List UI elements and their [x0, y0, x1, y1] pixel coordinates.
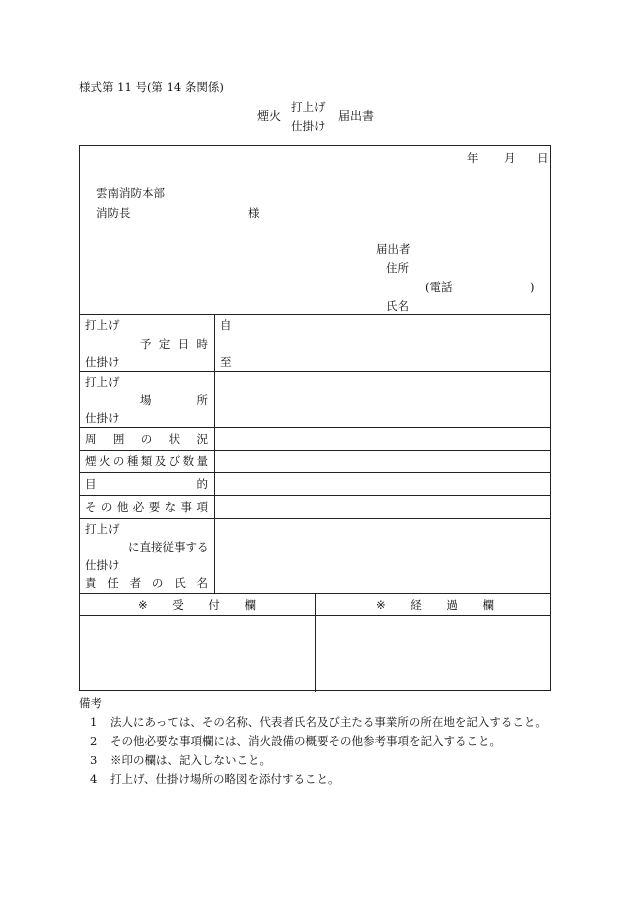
label-char: 氏: [174, 576, 186, 590]
label-char: 周: [85, 432, 97, 446]
row-divider: [80, 427, 550, 428]
schedule-prefix-setpiece: 仕掛け: [85, 355, 120, 369]
row-divider: [80, 472, 550, 473]
note-text: ※印の欄は、記入しないこと。: [110, 753, 271, 767]
place-prefix-launch: 打上げ: [85, 375, 120, 389]
row-divider: [80, 450, 550, 451]
row-divider: [80, 371, 550, 372]
notification-form-table: [79, 145, 551, 691]
label-char: 任: [107, 576, 119, 590]
applicant-label: 届出者: [376, 242, 411, 256]
progress-column-header: [376, 598, 494, 612]
label-char: 日: [177, 337, 190, 351]
label-char: な: [164, 500, 177, 514]
label-char: 煙: [85, 454, 97, 468]
note-number: 4: [90, 772, 98, 786]
title-notification: 届出書: [338, 109, 375, 123]
place-prefix-setpiece: 仕掛け: [85, 411, 120, 425]
addressee-chief: 消防長: [96, 206, 131, 220]
notes-heading: 備考: [79, 696, 102, 710]
schedule-to-label: 至: [220, 355, 232, 369]
label-char: 量: [196, 454, 208, 468]
form-reference: 様式第 11 号(第 14 条関係): [79, 80, 224, 94]
label-char: 時: [196, 337, 208, 351]
label-char: 過: [446, 598, 458, 612]
row-divider: [80, 314, 550, 315]
label-char: 所: [196, 393, 208, 407]
surroundings-label: [85, 432, 208, 446]
title-type-stack: [291, 98, 326, 136]
title-type-launch: 打上げ: [291, 100, 326, 114]
label-char: 囲: [112, 432, 125, 446]
label-char: 欄: [482, 598, 494, 612]
label-char: 要: [148, 500, 161, 514]
label-char: 他: [116, 500, 129, 514]
label-char: 者: [129, 576, 142, 590]
responsible-middle: に直接従事する: [128, 540, 209, 554]
label-char: ※: [376, 598, 386, 612]
note-text: 打上げ、仕掛け場所の略図を添付すること。: [110, 772, 340, 786]
addressee-honorific: 様: [248, 206, 260, 220]
date-year: 年: [467, 151, 479, 165]
column-divider: [214, 314, 215, 593]
title-type-setpiece: 仕掛け: [291, 119, 326, 133]
label-char: 必: [132, 500, 145, 514]
label-char: 状: [168, 432, 181, 446]
note-number: 1: [90, 715, 98, 729]
schedule-label: [140, 337, 208, 351]
label-char: 的: [196, 477, 208, 491]
responsible-prefix-setpiece: 仕掛け: [85, 558, 120, 572]
label-char: の: [100, 500, 113, 514]
column-divider: [315, 593, 316, 692]
label-char: 種: [126, 454, 139, 468]
label-char: ※: [138, 598, 148, 612]
place-label: [140, 393, 208, 407]
label-char: 場: [140, 393, 152, 407]
fireworks-kind-label: [85, 454, 208, 468]
label-char: の: [140, 432, 153, 446]
row-divider: [80, 495, 550, 496]
responsible-prefix-launch: 打上げ: [85, 522, 120, 536]
applicant-phone-close: ): [530, 280, 535, 294]
label-char: 項: [196, 500, 208, 514]
title-fireworks: 煙火: [257, 109, 282, 123]
schedule-from-label: 自: [220, 318, 232, 332]
other-matters-label: [85, 500, 208, 514]
label-char: 事: [180, 500, 193, 514]
label-char: そ: [85, 500, 97, 514]
note-text: 法人にあっては、その名称、代表者氏名及び主たる事業所の所在地を記入すること。: [110, 715, 547, 729]
date-month: 月: [504, 151, 516, 165]
label-char: 責: [85, 576, 97, 590]
label-char: の: [112, 454, 125, 468]
label-char: 定: [158, 337, 171, 351]
note-number: 2: [90, 734, 98, 748]
label-char: 数: [182, 454, 195, 468]
label-char: び: [168, 454, 181, 468]
purpose-label: [85, 477, 208, 491]
responsible-label: [85, 576, 208, 590]
note-item: [90, 715, 547, 729]
applicant-phone-open: (電話: [425, 280, 453, 294]
label-char: 欄: [244, 598, 256, 612]
label-char: 類: [140, 454, 153, 468]
label-char: 火: [98, 454, 111, 468]
label-char: 況: [196, 432, 208, 446]
date-day: 日: [537, 151, 549, 165]
label-char: 及: [154, 454, 167, 468]
note-text: その他必要な事項欄には、消火設備の概要その他参考事項を記入すること。: [110, 734, 501, 748]
applicant-address-label: 住所: [386, 261, 409, 275]
applicant-name-label: 氏名: [386, 299, 409, 313]
note-item: [90, 753, 271, 767]
note-item: [90, 734, 501, 748]
row-divider: [80, 518, 550, 519]
note-number: 3: [90, 753, 98, 767]
note-item: [90, 772, 340, 786]
label-char: 経: [410, 598, 422, 612]
label-char: の: [151, 576, 164, 590]
reception-column-header: [138, 598, 256, 612]
label-char: 予: [140, 337, 152, 351]
label-char: 付: [208, 598, 220, 612]
label-char: 受: [172, 598, 184, 612]
schedule-prefix-launch: 打上げ: [85, 318, 120, 332]
addressee-org: 雲南消防本部: [96, 186, 165, 200]
label-char: 目: [85, 477, 97, 491]
label-char: 名: [196, 576, 208, 590]
